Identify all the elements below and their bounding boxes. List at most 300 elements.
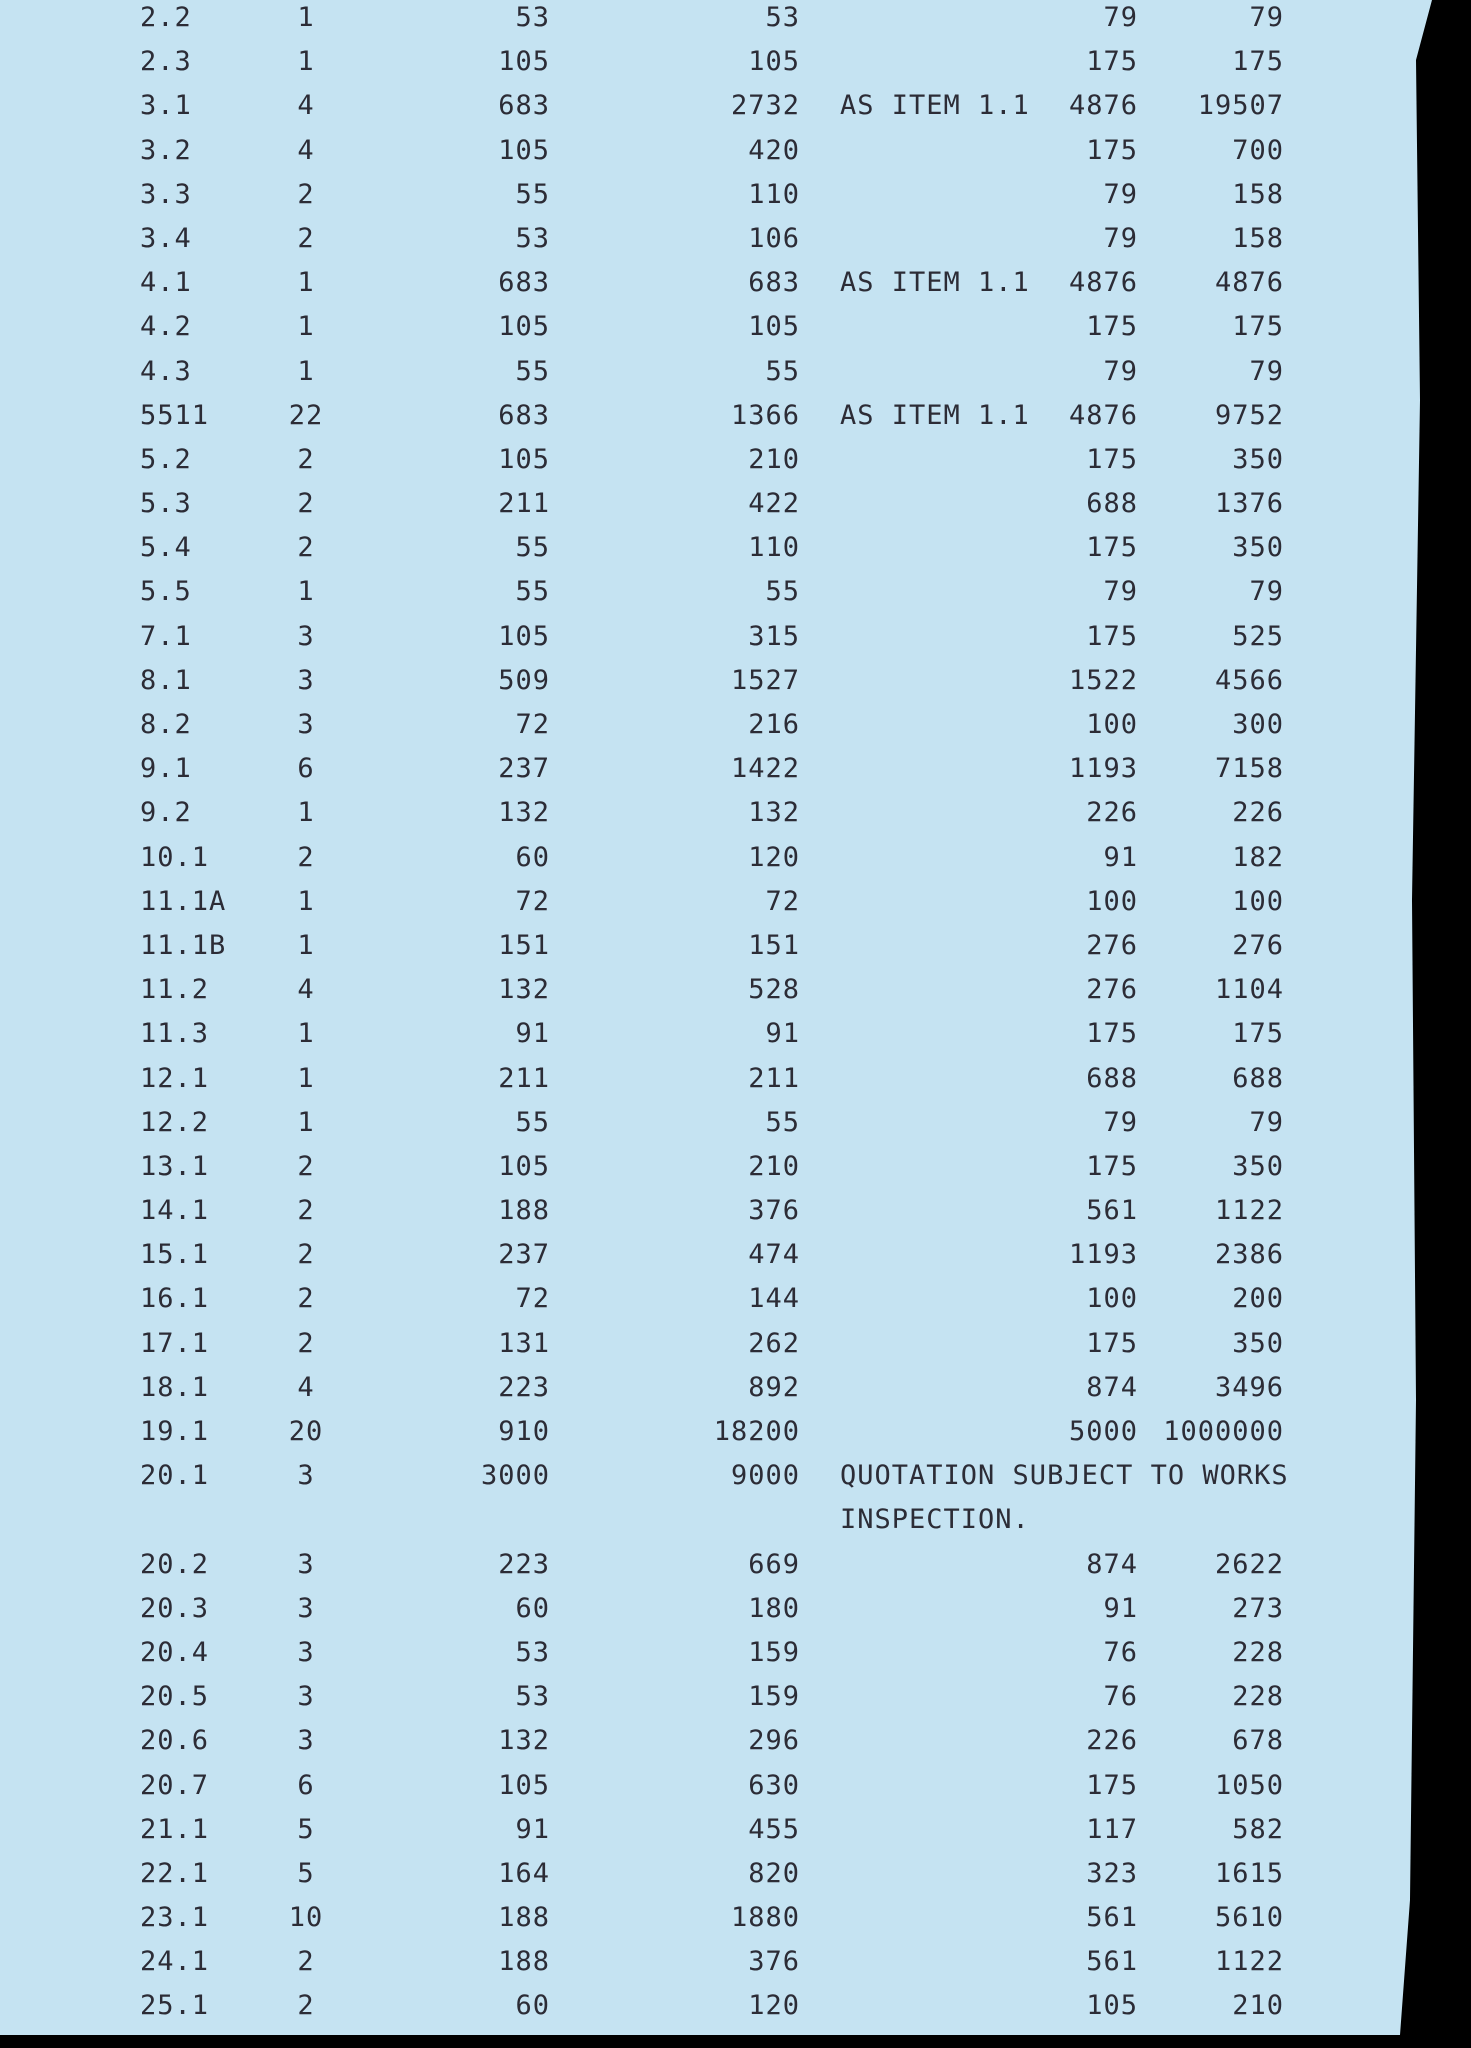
unit-price: 175 — [1086, 1769, 1138, 1801]
line-price: 228 — [1232, 1636, 1284, 1668]
unit-price: 76 — [1103, 1636, 1138, 1668]
line-value: 55 — [765, 1106, 800, 1138]
item-code: 3.2 — [140, 134, 192, 166]
unit-price: 100 — [1086, 885, 1138, 917]
unit-price: 79 — [1103, 1106, 1138, 1138]
line-value: 53 — [765, 2, 800, 33]
table-row — [0, 1366, 1400, 1410]
quantity: 4 — [297, 1371, 315, 1403]
line-price: 175 — [1232, 46, 1284, 78]
item-code: 10.1 — [140, 841, 210, 873]
unit-price: 175 — [1086, 134, 1138, 166]
line-value: 1527 — [730, 664, 800, 696]
item-code: 9.2 — [140, 797, 192, 829]
unit-value: 53 — [515, 222, 550, 254]
item-code: 4.2 — [140, 311, 192, 343]
quantity: 3 — [297, 1548, 315, 1580]
table-row — [0, 84, 1400, 128]
quantity: 2 — [297, 532, 315, 564]
quantity: 3 — [297, 709, 315, 740]
line-value: 210 — [748, 1150, 800, 1182]
quantity: 4 — [297, 134, 315, 166]
unit-price: 91 — [1103, 1592, 1138, 1624]
quantity: 1 — [297, 1062, 315, 1094]
table-row — [0, 1410, 1400, 1454]
line-value: 820 — [748, 1857, 800, 1889]
unit-price: 79 — [1103, 355, 1138, 387]
unit-value: 105 — [498, 1769, 550, 1801]
line-value: 420 — [748, 134, 800, 166]
line-price: 175 — [1232, 1018, 1284, 1050]
table-row — [0, 1322, 1400, 1366]
table-row — [0, 1984, 1400, 2028]
line-price: 19507 — [1197, 90, 1284, 122]
unit-price: 1193 — [1068, 1239, 1138, 1271]
table-row — [0, 1233, 1400, 1277]
unit-price: 100 — [1086, 709, 1138, 740]
line-value: 211 — [748, 1062, 800, 1094]
item-code: 12.2 — [140, 1106, 210, 1138]
unit-price: 226 — [1086, 797, 1138, 829]
unit-price: 79 — [1103, 222, 1138, 254]
unit-value: 105 — [498, 1150, 550, 1182]
line-value: 455 — [748, 1813, 800, 1845]
remark-continued: INSPECTION. — [840, 1504, 1030, 1536]
quantity: 3 — [297, 664, 315, 696]
unit-value: 55 — [515, 1106, 550, 1138]
line-value: 376 — [748, 1946, 800, 1978]
item-code: 20.5 — [140, 1681, 210, 1713]
table-row — [0, 1057, 1400, 1101]
item-code: 15.1 — [140, 1239, 210, 1271]
line-price: 1122 — [1214, 1195, 1284, 1227]
line-price: 678 — [1232, 1725, 1284, 1757]
unit-value: 188 — [498, 1946, 550, 1978]
quantity: 1 — [297, 2, 315, 33]
unit-price: 175 — [1086, 311, 1138, 343]
quantity: 3 — [297, 1725, 315, 1757]
item-code: 2.3 — [140, 46, 192, 78]
table-row — [0, 1631, 1400, 1675]
unit-value: 55 — [515, 355, 550, 387]
line-price: 79 — [1249, 2, 1284, 33]
unit-price: 5000 — [1068, 1416, 1138, 1447]
line-value: 110 — [748, 532, 800, 564]
line-value: 296 — [748, 1725, 800, 1757]
line-value: 9000 — [730, 1460, 800, 1492]
quantity: 3 — [297, 1592, 315, 1624]
line-value: 892 — [748, 1371, 800, 1403]
item-code: 12.1 — [140, 1062, 210, 1094]
item-code: 20.1 — [140, 1460, 210, 1492]
item-code: 11.1B — [140, 929, 227, 961]
quantity: 2 — [297, 1283, 315, 1315]
unit-value: 105 — [498, 620, 550, 652]
line-price: 350 — [1232, 532, 1284, 564]
item-code: 5.4 — [140, 532, 192, 564]
line-value: 106 — [748, 222, 800, 254]
table-row — [0, 1764, 1400, 1808]
line-value: 474 — [748, 1239, 800, 1271]
item-code: 21.1 — [140, 1813, 210, 1845]
unit-price: 79 — [1103, 2, 1138, 33]
item-code: 14.1 — [140, 1195, 210, 1227]
quantity: 2 — [297, 1327, 315, 1359]
line-price: 79 — [1249, 576, 1284, 608]
line-value: 55 — [765, 576, 800, 608]
table-row — [0, 350, 1400, 394]
line-value: 55 — [765, 355, 800, 387]
line-price: 100 — [1232, 885, 1284, 917]
line-value: 683 — [748, 267, 800, 299]
table-row — [0, 968, 1400, 1012]
table-row — [0, 1896, 1400, 1940]
item-code: 16.1 — [140, 1283, 210, 1315]
unit-value: 237 — [498, 1239, 550, 1271]
unit-value: 151 — [498, 929, 550, 961]
line-price: 688 — [1232, 1062, 1284, 1094]
item-code: 3.3 — [140, 178, 192, 210]
line-value: 144 — [748, 1283, 800, 1315]
quantity: 5 — [297, 1857, 315, 1889]
unit-value: 60 — [515, 841, 550, 873]
table-row — [0, 129, 1400, 173]
quantity: 2 — [297, 841, 315, 873]
unit-price: 874 — [1086, 1548, 1138, 1580]
line-price: 300 — [1232, 709, 1284, 740]
quantity: 5 — [297, 1813, 315, 1845]
table-row — [0, 1543, 1400, 1587]
unit-price: 1522 — [1068, 664, 1138, 696]
remark: AS ITEM 1.1 — [840, 399, 1030, 431]
line-value: 18200 — [713, 1416, 800, 1447]
line-price: 9752 — [1214, 399, 1284, 431]
line-price: 4566 — [1214, 664, 1284, 696]
item-code: 3.4 — [140, 222, 192, 254]
unit-value: 53 — [515, 1636, 550, 1668]
line-price: 1000000 — [1163, 1416, 1284, 1447]
line-price: 158 — [1232, 222, 1284, 254]
item-code: 5.3 — [140, 488, 192, 520]
unit-price: 117 — [1086, 1813, 1138, 1845]
line-value: 105 — [748, 46, 800, 78]
unit-value: 53 — [515, 2, 550, 33]
item-code: 22.1 — [140, 1857, 210, 1889]
unit-value: 55 — [515, 532, 550, 564]
line-value: 159 — [748, 1636, 800, 1668]
unit-value: 131 — [498, 1327, 550, 1359]
unit-value: 60 — [515, 1990, 550, 2022]
line-price: 4876 — [1214, 267, 1284, 299]
unit-value: 223 — [498, 1548, 550, 1580]
line-value: 2732 — [730, 90, 800, 122]
item-code: 20.7 — [140, 1769, 210, 1801]
quantity: 1 — [297, 929, 315, 961]
table-row — [0, 659, 1400, 703]
quantity: 2 — [297, 1239, 315, 1271]
quantity: 1 — [297, 885, 315, 917]
quantity: 1 — [297, 576, 315, 608]
table-row — [0, 1940, 1400, 1984]
line-price: 1050 — [1214, 1769, 1284, 1801]
remark: AS ITEM 1.1 — [840, 267, 1030, 299]
unit-value: 72 — [515, 709, 550, 740]
quantity: 1 — [297, 267, 315, 299]
unit-value: 55 — [515, 178, 550, 210]
quantity: 1 — [297, 1018, 315, 1050]
unit-price: 226 — [1086, 1725, 1138, 1757]
quantity: 2 — [297, 222, 315, 254]
unit-price: 874 — [1086, 1371, 1138, 1403]
item-code: 23.1 — [140, 1902, 210, 1934]
remark: AS ITEM 1.1 — [840, 90, 1030, 122]
line-price: 1104 — [1214, 974, 1284, 1006]
unit-value: 105 — [498, 443, 550, 475]
line-price: 276 — [1232, 929, 1284, 961]
table-row — [0, 570, 1400, 614]
line-value: 120 — [748, 841, 800, 873]
item-code: 2.2 — [140, 2, 192, 33]
item-code: 25.1 — [140, 1990, 210, 2022]
item-code: 11.2 — [140, 974, 210, 1006]
table-row — [0, 1587, 1400, 1631]
line-price: 350 — [1232, 443, 1284, 475]
unit-price: 4876 — [1068, 399, 1138, 431]
table-row — [0, 1101, 1400, 1145]
quantity: 2 — [297, 1946, 315, 1978]
unit-price: 175 — [1086, 1018, 1138, 1050]
line-price: 2622 — [1214, 1548, 1284, 1580]
unit-value: 910 — [498, 1416, 550, 1447]
line-price: 350 — [1232, 1150, 1284, 1182]
item-code: 11.3 — [140, 1018, 210, 1050]
table-row — [0, 394, 1400, 438]
table-row — [0, 924, 1400, 968]
quantity: 2 — [297, 443, 315, 475]
quantity: 1 — [297, 797, 315, 829]
quantity: 2 — [297, 178, 315, 210]
item-code: 20.4 — [140, 1636, 210, 1668]
item-code: 4.3 — [140, 355, 192, 387]
unit-price: 79 — [1103, 178, 1138, 210]
table-row — [0, 0, 1400, 40]
line-value: 132 — [748, 797, 800, 829]
line-price: 1122 — [1214, 1946, 1284, 1978]
unit-value: 188 — [498, 1902, 550, 1934]
line-value: 315 — [748, 620, 800, 652]
quantity: 2 — [297, 1990, 315, 2022]
line-price: 79 — [1249, 1106, 1284, 1138]
quantity: 2 — [297, 488, 315, 520]
quantity: 4 — [297, 974, 315, 1006]
line-value: 91 — [765, 1018, 800, 1050]
unit-price: 276 — [1086, 929, 1138, 961]
table-row — [0, 438, 1400, 482]
line-value: 120 — [748, 1990, 800, 2022]
item-code: 19.1 — [140, 1416, 210, 1447]
unit-value: 105 — [498, 311, 550, 343]
line-price: 350 — [1232, 1327, 1284, 1359]
unit-price: 91 — [1103, 841, 1138, 873]
line-price: 3496 — [1214, 1371, 1284, 1403]
quantity: 3 — [297, 620, 315, 652]
unit-price: 561 — [1086, 1902, 1138, 1934]
quantity: 22 — [288, 399, 324, 431]
item-code: 18.1 — [140, 1371, 210, 1403]
table-row — [0, 1189, 1400, 1233]
unit-value: 105 — [498, 134, 550, 166]
table-row — [0, 305, 1400, 349]
item-code: 13.1 — [140, 1150, 210, 1182]
unit-value: 188 — [498, 1195, 550, 1227]
line-price: 158 — [1232, 178, 1284, 210]
line-price: 79 — [1249, 355, 1284, 387]
item-code: 3.1 — [140, 90, 192, 122]
unit-value: 223 — [498, 1371, 550, 1403]
line-value: 1366 — [730, 399, 800, 431]
line-price: 200 — [1232, 1283, 1284, 1315]
table-row — [0, 1454, 1400, 1542]
line-price: 525 — [1232, 620, 1284, 652]
quantity: 3 — [297, 1460, 315, 1492]
unit-value: 91 — [515, 1813, 550, 1845]
item-code: 5.5 — [140, 576, 192, 608]
table-row — [0, 40, 1400, 84]
table-row — [0, 1675, 1400, 1719]
line-value: 422 — [748, 488, 800, 520]
item-code: 8.1 — [140, 664, 192, 696]
unit-value: 211 — [498, 1062, 550, 1094]
unit-price: 175 — [1086, 532, 1138, 564]
line-value: 216 — [748, 709, 800, 740]
table-row — [0, 836, 1400, 880]
unit-value: 509 — [498, 664, 550, 696]
unit-price: 175 — [1086, 443, 1138, 475]
unit-price: 1193 — [1068, 753, 1138, 785]
item-code: 20.6 — [140, 1725, 210, 1757]
line-value: 72 — [765, 885, 800, 917]
table-row — [0, 615, 1400, 659]
unit-price: 688 — [1086, 488, 1138, 520]
unit-value: 132 — [498, 974, 550, 1006]
line-value: 180 — [748, 1592, 800, 1624]
line-value: 630 — [748, 1769, 800, 1801]
unit-price: 4876 — [1068, 90, 1138, 122]
unit-price: 175 — [1086, 1150, 1138, 1182]
unit-price: 175 — [1086, 46, 1138, 78]
line-price: 582 — [1232, 1813, 1284, 1845]
unit-value: 132 — [498, 1725, 550, 1757]
line-value: 151 — [748, 929, 800, 961]
unit-value: 105 — [498, 46, 550, 78]
table-row — [0, 1012, 1400, 1056]
line-price: 273 — [1232, 1592, 1284, 1624]
item-code: 4.1 — [140, 267, 192, 299]
item-code: 5.2 — [140, 443, 192, 475]
line-value: 159 — [748, 1681, 800, 1713]
quantity: 2 — [297, 1150, 315, 1182]
line-value: 262 — [748, 1327, 800, 1359]
table-row — [0, 747, 1400, 791]
unit-price: 276 — [1086, 974, 1138, 1006]
quantity: 6 — [297, 753, 315, 785]
unit-value: 237 — [498, 753, 550, 785]
line-value: 1422 — [730, 753, 800, 785]
unit-price: 175 — [1086, 620, 1138, 652]
item-code: 17.1 — [140, 1327, 210, 1359]
table-row — [0, 703, 1400, 747]
line-value: 210 — [748, 443, 800, 475]
line-price: 175 — [1232, 311, 1284, 343]
line-value: 105 — [748, 311, 800, 343]
unit-value: 3000 — [480, 1460, 550, 1492]
item-code: 5511 — [140, 399, 210, 431]
line-price: 7158 — [1214, 753, 1284, 785]
line-value: 1880 — [730, 1902, 800, 1934]
table-row — [0, 482, 1400, 526]
unit-price: 105 — [1086, 1990, 1138, 2022]
quantity: 3 — [297, 1681, 315, 1713]
item-code: 20.3 — [140, 1592, 210, 1624]
unit-value: 55 — [515, 576, 550, 608]
unit-price: 323 — [1086, 1857, 1138, 1889]
unit-value: 72 — [515, 885, 550, 917]
unit-price: 175 — [1086, 1327, 1138, 1359]
line-value: 110 — [748, 178, 800, 210]
item-code: 11.1A — [140, 885, 227, 917]
line-price: 5610 — [1214, 1902, 1284, 1934]
table-row — [0, 526, 1400, 570]
quantity: 20 — [288, 1416, 324, 1447]
quantity: 2 — [297, 1195, 315, 1227]
unit-value: 53 — [515, 1681, 550, 1713]
quantity: 10 — [288, 1902, 324, 1934]
line-price: 2386 — [1214, 1239, 1284, 1271]
unit-price: 4876 — [1068, 267, 1138, 299]
remark: QUOTATION SUBJECT TO WORKS — [840, 1460, 1289, 1492]
quantity: 6 — [297, 1769, 315, 1801]
table-row — [0, 1808, 1400, 1852]
line-price: 1615 — [1214, 1857, 1284, 1889]
item-code: 24.1 — [140, 1946, 210, 1978]
item-code: 9.1 — [140, 753, 192, 785]
unit-value: 683 — [498, 267, 550, 299]
quantity: 1 — [297, 1106, 315, 1138]
unit-price: 76 — [1103, 1681, 1138, 1713]
quantity: 4 — [297, 90, 315, 122]
table-row — [0, 217, 1400, 261]
table-row — [0, 1852, 1400, 1896]
unit-value: 211 — [498, 488, 550, 520]
line-value: 669 — [748, 1548, 800, 1580]
line-price: 1376 — [1214, 488, 1284, 520]
unit-value: 91 — [515, 1018, 550, 1050]
line-price: 182 — [1232, 841, 1284, 873]
table-row — [0, 880, 1400, 924]
unit-price: 688 — [1086, 1062, 1138, 1094]
line-price: 210 — [1232, 1990, 1284, 2022]
unit-value: 60 — [515, 1592, 550, 1624]
table-row — [0, 173, 1400, 217]
line-price: 700 — [1232, 134, 1284, 166]
line-price: 226 — [1232, 797, 1284, 829]
quantity: 1 — [297, 46, 315, 78]
unit-value: 683 — [498, 90, 550, 122]
table-row — [0, 791, 1400, 835]
unit-value: 164 — [498, 1857, 550, 1889]
line-price: 228 — [1232, 1681, 1284, 1713]
quantity: 1 — [297, 355, 315, 387]
